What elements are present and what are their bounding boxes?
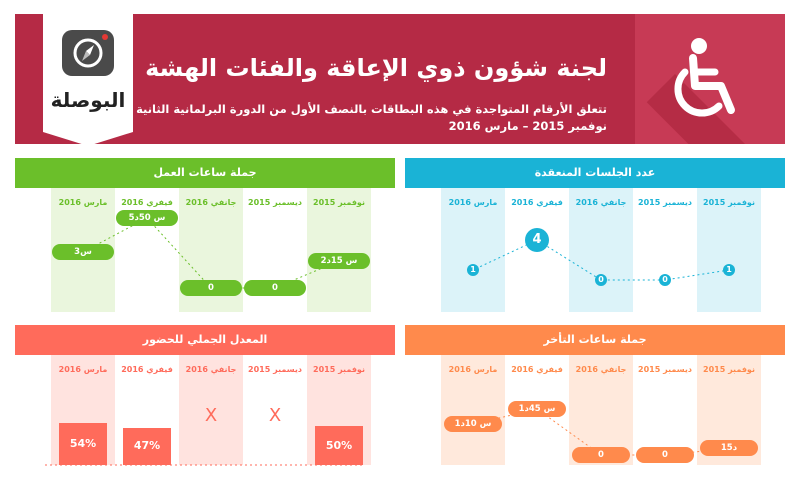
month-label: مارس 2016 (448, 198, 498, 207)
page-period: نوفمبر 2015 – مارس 2016 (448, 119, 607, 133)
series-line (405, 158, 785, 318)
data-point: 0 (659, 274, 671, 286)
data-point: 4 (525, 228, 549, 252)
month-label: فيفري 2016 (511, 365, 563, 374)
data-point-label: 1س 10د (444, 416, 502, 432)
month-label: مارس 2016 (448, 365, 498, 374)
bar: 54% (59, 423, 107, 465)
data-point-label: 15د (700, 440, 758, 456)
data-point: 1 (467, 264, 479, 276)
data-point-label: 1س 45د (508, 401, 566, 417)
panel-work-hours (15, 158, 395, 298)
month-label: جانفي 2016 (575, 365, 627, 374)
wheelchair-icon (635, 14, 785, 144)
bar: 47% (123, 428, 171, 465)
logo (43, 14, 133, 132)
data-point: 0 (595, 274, 607, 286)
panel-sessions (405, 158, 785, 298)
month-label: جانفي 2016 (185, 198, 237, 207)
data-point-label: 0 (180, 280, 242, 296)
month-label: ديسمبر 2015 (638, 198, 692, 207)
month-label: ديسمبر 2015 (248, 365, 302, 374)
month-label: ديسمبر 2015 (248, 198, 302, 207)
panel-delay-hours (405, 325, 785, 465)
data-point-label: 5س 50د (116, 210, 178, 226)
month-label: مارس 2016 (58, 198, 108, 207)
data-point: 1 (723, 264, 735, 276)
month-label: ديسمبر 2015 (638, 365, 692, 374)
bar: 50% (315, 426, 363, 465)
compass-icon (62, 30, 114, 76)
no-data-mark: X (268, 405, 282, 426)
month-label: مارس 2016 (58, 365, 108, 374)
panel-title: جملة ساعات التأخر (543, 333, 647, 346)
data-point-label: 3س (52, 244, 114, 260)
header-banner (15, 14, 785, 144)
data-point-label: 2س 15د (308, 253, 370, 269)
no-data-mark: X (204, 405, 218, 426)
data-point-label: 0 (572, 447, 630, 463)
month-label: جانفي 2016 (185, 365, 237, 374)
month-label: نوفمبر 2015 (703, 365, 755, 374)
header-icon-box (635, 14, 785, 144)
month-label: فيفري 2016 (121, 198, 173, 207)
month-label: نوفمبر 2015 (703, 198, 755, 207)
month-label: نوفمبر 2015 (313, 198, 365, 207)
month-label: جانفي 2016 (575, 198, 627, 207)
red-dot-icon (102, 34, 108, 40)
panel-title: المعدل الجملي للحضور (142, 333, 268, 346)
logo-text: البوصلة (50, 88, 126, 112)
month-label: فيفري 2016 (121, 365, 173, 374)
month-label: نوفمبر 2015 (313, 365, 365, 374)
page-title: لجنة شؤون ذوي الإعاقة والفئات الهشة (145, 54, 607, 82)
page-subtitle: تتعلق الأرقام المتواجدة في هذه البطاقات بالنصف الأول من الدورة البرلمانية الثانية : (127, 102, 607, 116)
data-point-label: 0 (636, 447, 694, 463)
data-point-label: 0 (244, 280, 306, 296)
panel-attendance (15, 325, 395, 465)
series-path (83, 218, 339, 288)
month-label: فيفري 2016 (511, 198, 563, 207)
panel-title: جملة ساعات العمل (153, 166, 257, 179)
panel-title: عدد الجلسات المنعقدة (534, 166, 656, 179)
